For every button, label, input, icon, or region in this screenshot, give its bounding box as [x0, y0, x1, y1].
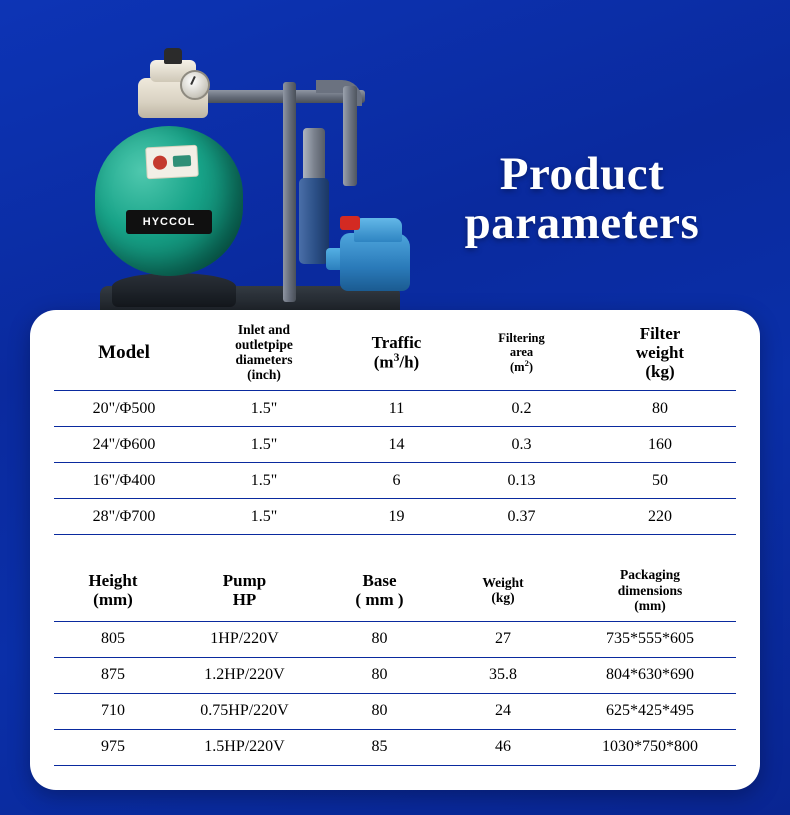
cell-packaging-dimensions: 735*555*605 — [564, 621, 736, 657]
filter-spec-table — [54, 318, 736, 535]
cell-pump-hp: 1HP/220V — [172, 621, 317, 657]
col-header-pump-hp: Pump HP — [172, 563, 317, 621]
red-valve-handle — [340, 216, 360, 230]
table-row — [54, 729, 736, 765]
cell-traffic: 19 — [334, 499, 459, 535]
cell-base: 80 — [317, 621, 442, 657]
cell-filter-weight: 50 — [584, 463, 736, 499]
cell-inlet: 1.5" — [194, 463, 334, 499]
col-header-height: Height (mm) — [54, 563, 172, 621]
cell-filtering-area: 0.3 — [459, 427, 584, 463]
valve-knob — [164, 48, 182, 64]
page-title-line1: Product — [499, 148, 665, 200]
col-header-inlet-outlet-diameter: Inlet and outletpipe diameters (inch) — [194, 318, 334, 391]
table-header-row — [54, 563, 736, 621]
cell-filter-weight: 160 — [584, 427, 736, 463]
cartridge-filter — [299, 178, 329, 264]
cell-inlet: 1.5" — [194, 391, 334, 427]
cell-model: 20"/Φ500 — [54, 391, 194, 427]
cell-weight: 35.8 — [442, 657, 564, 693]
cell-height: 805 — [54, 621, 172, 657]
col-header-traffic: Traffic $(m^3/h)$ — [334, 318, 459, 391]
table-row — [54, 391, 736, 427]
cell-height: 710 — [54, 693, 172, 729]
cell-height: 875 — [54, 657, 172, 693]
brand-label: HYCCOL — [126, 210, 212, 234]
cell-model: 28"/Φ700 — [54, 499, 194, 535]
cell-filter-weight: 220 — [584, 499, 736, 535]
col-header-filter-weight: Filter weight (kg) — [584, 318, 736, 391]
page-title-line2: parameters — [464, 197, 700, 250]
cell-traffic: 14 — [334, 427, 459, 463]
cell-model: 16"/Φ400 — [54, 463, 194, 499]
cell-pump-hp: 1.5HP/220V — [172, 729, 317, 765]
cell-height: 975 — [54, 729, 172, 765]
table-row — [54, 499, 736, 535]
cell-filtering-area: 0.13 — [459, 463, 584, 499]
cell-pump-hp: 1.2HP/220V — [172, 657, 317, 693]
col-header-filtering-area: Filtering area $(m^2)$ — [459, 318, 584, 391]
cell-weight: 24 — [442, 693, 564, 729]
cell-packaging-dimensions: 625*425*495 — [564, 693, 736, 729]
cell-packaging-dimensions: 804*630*690 — [564, 657, 736, 693]
cell-base: 80 — [317, 657, 442, 693]
col-header-packaging-dimensions: Packaging dimensions (mm) — [564, 563, 736, 621]
pressure-gauge-icon — [180, 70, 210, 100]
table-row — [54, 621, 736, 657]
pipe-vertical-main — [283, 82, 296, 302]
table-row — [54, 657, 736, 693]
cell-weight: 46 — [442, 729, 564, 765]
col-header-base: Base ( mm ) — [317, 563, 442, 621]
page-title — [412, 150, 752, 249]
product-image — [40, 18, 440, 318]
pipe-vertical-secondary — [343, 86, 357, 186]
cell-traffic: 11 — [334, 391, 459, 427]
tank-sticker — [145, 145, 199, 180]
cell-base: 80 — [317, 693, 442, 729]
table-row — [54, 427, 736, 463]
table-row — [54, 463, 736, 499]
col-header-weight: Weight (kg) — [442, 563, 564, 621]
dimensions-spec-table — [54, 563, 736, 765]
col-header-model-text: Model — [98, 341, 150, 363]
cell-weight: 27 — [442, 621, 564, 657]
cell-filter-weight: 80 — [584, 391, 736, 427]
cell-inlet: 1.5" — [194, 427, 334, 463]
filter-base-foot — [112, 273, 236, 307]
table-row — [54, 693, 736, 729]
pump-top-cover — [354, 218, 402, 242]
cell-model: 24"/Φ600 — [54, 427, 194, 463]
col-header-model — [54, 318, 194, 391]
cell-packaging-dimensions: 1030*750*800 — [564, 729, 736, 765]
cell-base: 85 — [317, 729, 442, 765]
table-header-row — [54, 318, 736, 391]
cell-filtering-area: 0.37 — [459, 499, 584, 535]
cell-inlet: 1.5" — [194, 499, 334, 535]
spec-card — [30, 310, 760, 790]
cell-traffic: 6 — [334, 463, 459, 499]
cell-filtering-area: 0.2 — [459, 391, 584, 427]
cell-pump-hp: 0.75HP/220V — [172, 693, 317, 729]
